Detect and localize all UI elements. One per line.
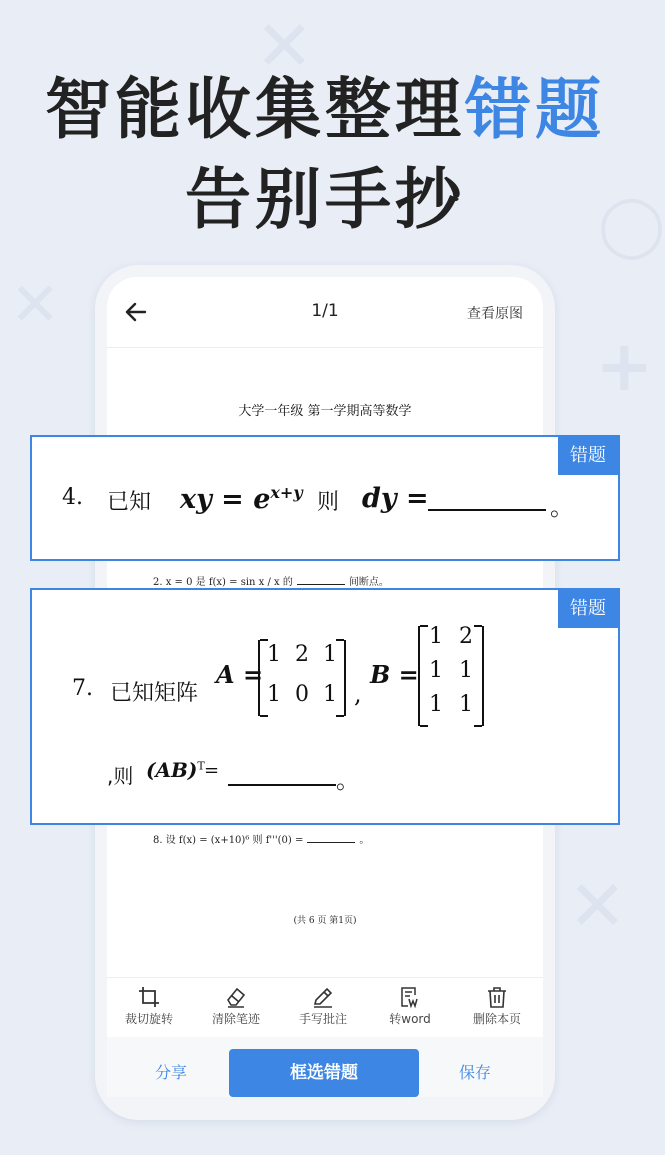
delete-page-button[interactable] <box>457 978 537 1027</box>
ab-expression-text: (AB) <box>146 758 198 782</box>
question-8-text: 8. 设 f(x) = (x+10)⁶ 则 f'''(0) = <box>153 835 304 846</box>
formula-lhs: xy = e <box>180 484 271 515</box>
crop-icon <box>138 986 160 1008</box>
formula <box>180 483 303 515</box>
delete-page-label: 删除本页 <box>472 1012 521 1026</box>
answer-blank <box>428 509 546 511</box>
word-doc-icon <box>399 986 421 1008</box>
matrix-cell: 2 <box>295 642 309 667</box>
matrix-b-label: B = <box>370 660 419 689</box>
question-then: ,则 <box>107 764 134 788</box>
document-footer: (共 6 页 第1页) <box>293 916 357 926</box>
document-title: 大学一年级 第一学期高等数学 <box>238 404 412 419</box>
crop-rotate-button[interactable] <box>109 978 189 1027</box>
mistake-callout-2 <box>30 588 620 825</box>
question-2-text: 2. x = 0 是 f(x) = sin x / x 的 <box>153 577 293 588</box>
transpose-sup: T <box>197 759 205 773</box>
headline-accent: 错题 <box>465 71 605 148</box>
clear-strokes-label: 清除笔迹 <box>211 1012 260 1026</box>
share-button[interactable]: 分享 <box>155 1063 188 1082</box>
background-x-mark: ✕ <box>568 865 627 947</box>
matrix-a-label: A = <box>216 660 264 689</box>
eraser-icon <box>225 986 247 1008</box>
matrix-cell: 0 <box>295 682 309 707</box>
matrix-cell: 1 <box>323 642 337 667</box>
select-mistakes-button[interactable]: 框选错题 <box>229 1049 419 1097</box>
matrix-cell: 1 <box>323 682 337 707</box>
save-button[interactable]: 保存 <box>459 1063 492 1082</box>
question-period: 。 <box>336 766 360 794</box>
mistake-tag: 错题 <box>558 590 618 628</box>
mistake-callout-1 <box>30 435 620 561</box>
question-8 <box>153 831 369 846</box>
trash-icon <box>486 986 508 1008</box>
matrix-cell: 1 <box>429 624 443 649</box>
question-text: 已知 <box>107 490 152 515</box>
answer-blank <box>297 584 345 585</box>
background-x-mark: ✕ <box>10 270 61 340</box>
matrix-cell: 1 <box>459 658 473 683</box>
question-2-tail: 间断点。 <box>348 577 389 588</box>
matrix-a <box>258 640 346 716</box>
headline-main: 智能收集整理 <box>45 71 465 148</box>
clear-strokes-button[interactable] <box>196 978 276 1027</box>
action-bar <box>107 1037 543 1097</box>
headline-line1 <box>0 70 650 150</box>
formula-dy: dy = <box>362 483 429 514</box>
headline-line2: 告别手抄 <box>185 161 465 238</box>
matrix-b <box>418 626 484 726</box>
question-then: 则 <box>317 490 340 515</box>
pencil-icon <box>312 986 334 1008</box>
to-word-label: 转word <box>389 1012 431 1026</box>
background-x-mark: ✕ <box>255 5 314 87</box>
question-8-tail: 。 <box>359 835 370 846</box>
question-number: 4. <box>62 485 83 510</box>
answer-blank <box>307 842 355 843</box>
equals-sign: = <box>204 760 220 781</box>
page-indicator: 1/1 <box>311 301 339 321</box>
question-text: 已知矩阵 <box>110 681 199 706</box>
matrix-cell: 2 <box>459 624 473 649</box>
matrix-cell: 1 <box>459 692 473 717</box>
formula-exponent: x+y <box>270 483 303 502</box>
top-bar <box>107 277 543 348</box>
ab-expression <box>146 758 205 782</box>
question-period: 。 <box>550 493 574 521</box>
to-word-button[interactable] <box>370 978 450 1027</box>
crop-rotate-label: 裁切旋转 <box>124 1012 173 1026</box>
matrix-comma: , <box>354 680 362 708</box>
matrix-cell: 1 <box>267 682 281 707</box>
annotate-label: 手写批注 <box>298 1012 347 1026</box>
answer-blank <box>228 784 336 786</box>
matrix-cell: 1 <box>267 642 281 667</box>
view-original-button[interactable]: 查看原图 <box>467 306 523 322</box>
question-2 <box>153 573 389 588</box>
question-number: 7. <box>72 676 93 701</box>
mistake-tag: 错题 <box>558 437 618 475</box>
matrix-cell: 1 <box>429 658 443 683</box>
background-circle-mark: ◯ <box>598 190 665 260</box>
background-plus-mark: + <box>595 325 654 407</box>
matrix-cell: 1 <box>429 692 443 717</box>
edit-toolbar <box>107 977 543 1038</box>
annotate-button[interactable] <box>283 978 363 1027</box>
